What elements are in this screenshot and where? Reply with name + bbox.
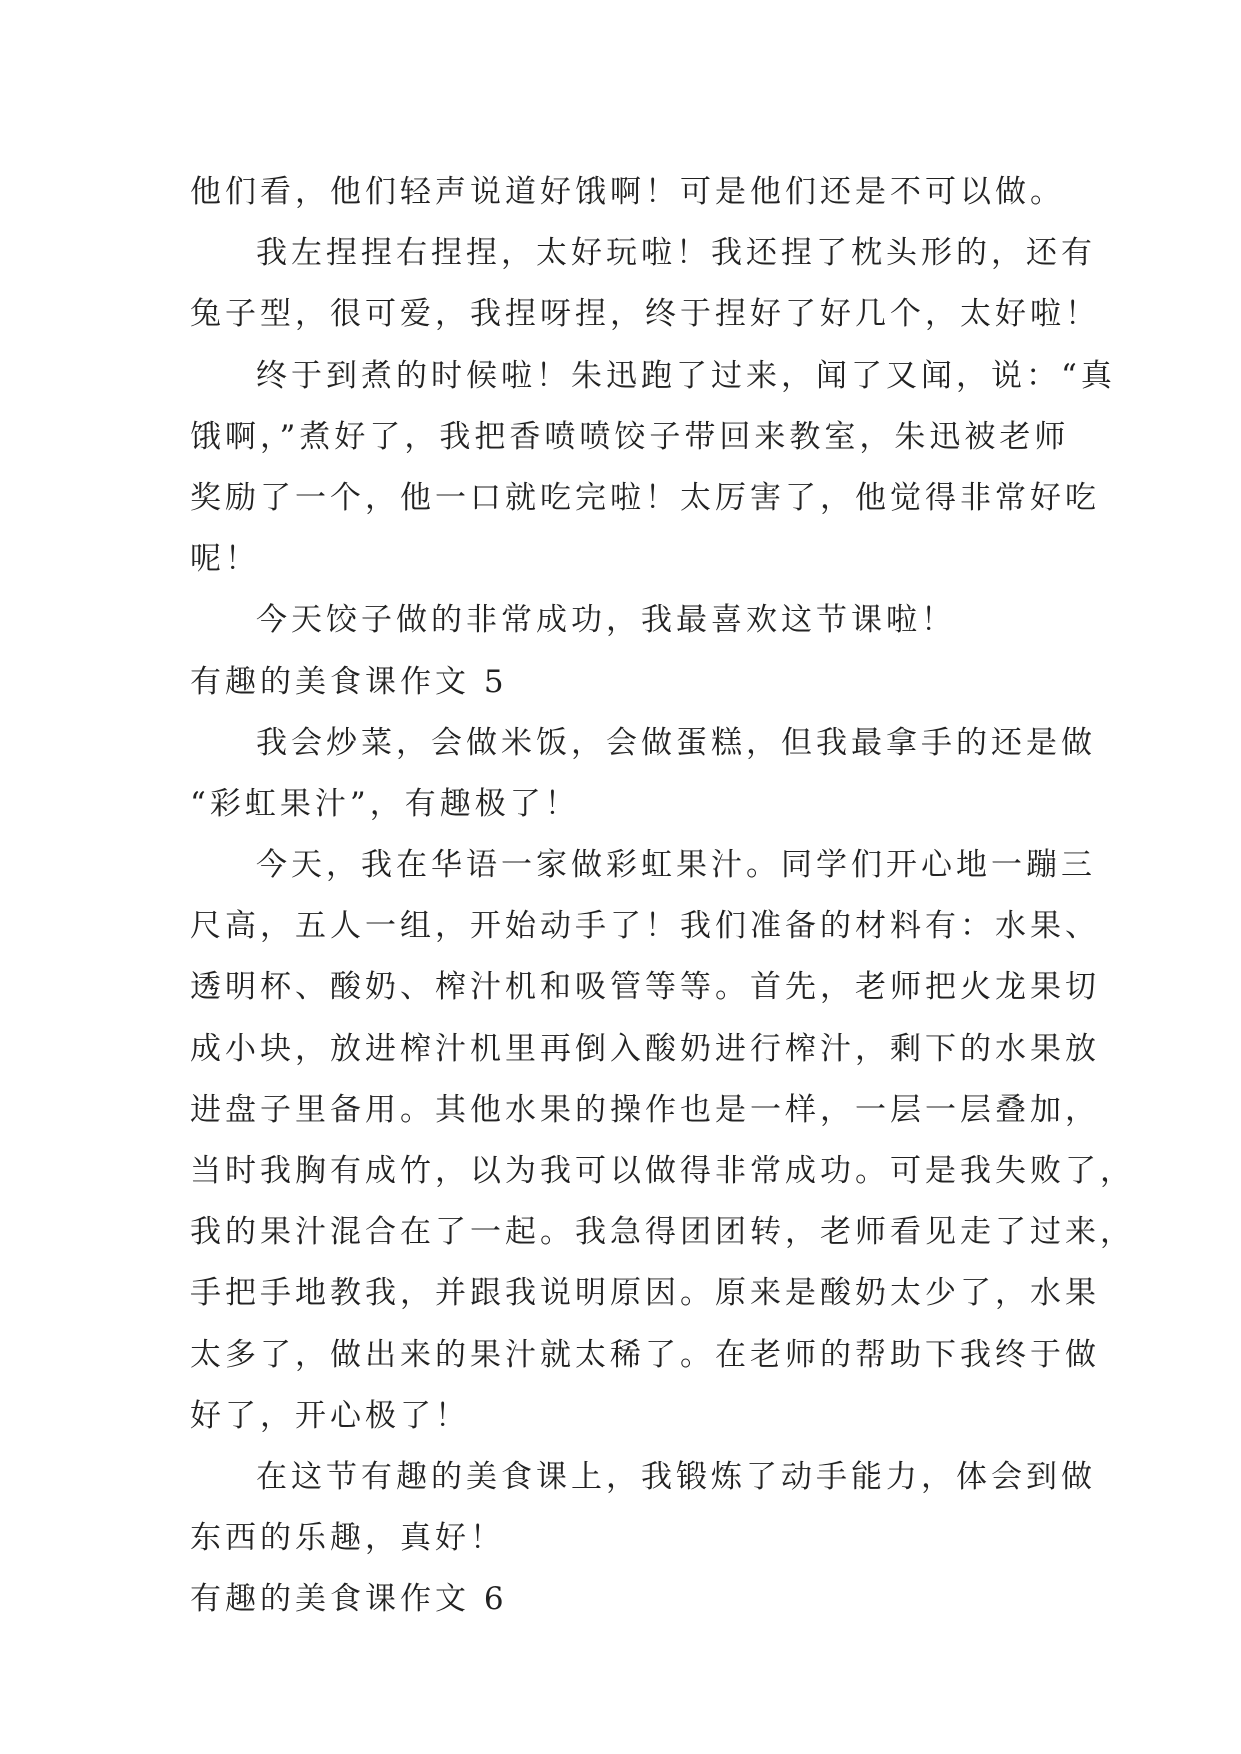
section-heading: 有趣的美食课作文 5: [190, 663, 508, 700]
paragraph-line: 兔子型，很可爱，我捏呀捏，终于捏好了好几个，太好啦！: [190, 296, 1100, 333]
paragraph-line: 好了，开心极了！: [190, 1397, 470, 1434]
paragraph-line: 成小块，放进榨汁机里再倒入酸奶进行榨汁，剩下的水果放: [190, 1030, 1100, 1067]
paragraph-line: 太多了，做出来的果汁就太稀了。在老师的帮助下我终于做: [190, 1336, 1100, 1373]
paragraph-line: 终于到煮的时候啦！朱迅跑了过来，闻了又闻，说：“真: [256, 357, 1116, 394]
paragraph-line: 他们看，他们轻声说道好饿啊！可是他们还是不可以做。: [190, 174, 1065, 210]
paragraph-line: “彩虹果汁”，有趣极了！: [190, 785, 580, 822]
paragraph-line: 今天饺子做的非常成功，我最喜欢这节课啦！: [256, 602, 956, 639]
paragraph-line: 进盘子里备用。其他水果的操作也是一样，一层一层叠加，: [190, 1091, 1100, 1128]
section-heading: 有趣的美食课作文 6: [190, 1581, 508, 1618]
paragraph-line: 透明杯、酸奶、榨汁机和吸管等等。首先，老师把火龙果切: [190, 969, 1100, 1006]
paragraph-line: 在这节有趣的美食课上，我锻炼了动手能力，体会到做: [256, 1458, 1096, 1495]
paragraph-line: 我会炒菜，会做米饭，会做蛋糕，但我最拿手的还是做: [256, 724, 1096, 761]
paragraph-line: 我左捏捏右捏捏，太好玩啦！我还捏了枕头形的，还有: [256, 235, 1096, 272]
paragraph-line: 手把手地教我，并跟我说明原因。原来是酸奶太少了，水果: [190, 1275, 1100, 1312]
paragraph-line: 饿啊，”煮好了，我把香喷喷饺子带回来教室，朱迅被老师: [190, 418, 1070, 455]
paragraph-line: 呢！: [190, 541, 260, 578]
paragraph-line: 东西的乐趣，真好！: [190, 1520, 505, 1557]
paragraph-line: 今天，我在华语一家做彩虹果汁。同学们开心地一蹦三: [256, 847, 1096, 884]
document-body: [190, 162, 1135, 1631]
paragraph-line: 当时我胸有成竹，以为我可以做得非常成功。可是我失败了，: [190, 1153, 1135, 1189]
paragraph-line: 尺高，五人一组，开始动手了！我们准备的材料有：水果、: [190, 908, 1100, 945]
paragraph-line: 我的果汁混合在了一起。我急得团团转，老师看见走了过来，: [190, 1214, 1135, 1251]
paragraph-line: 奖励了一个，他一口就吃完啦！太厉害了，他觉得非常好吃: [190, 479, 1100, 516]
